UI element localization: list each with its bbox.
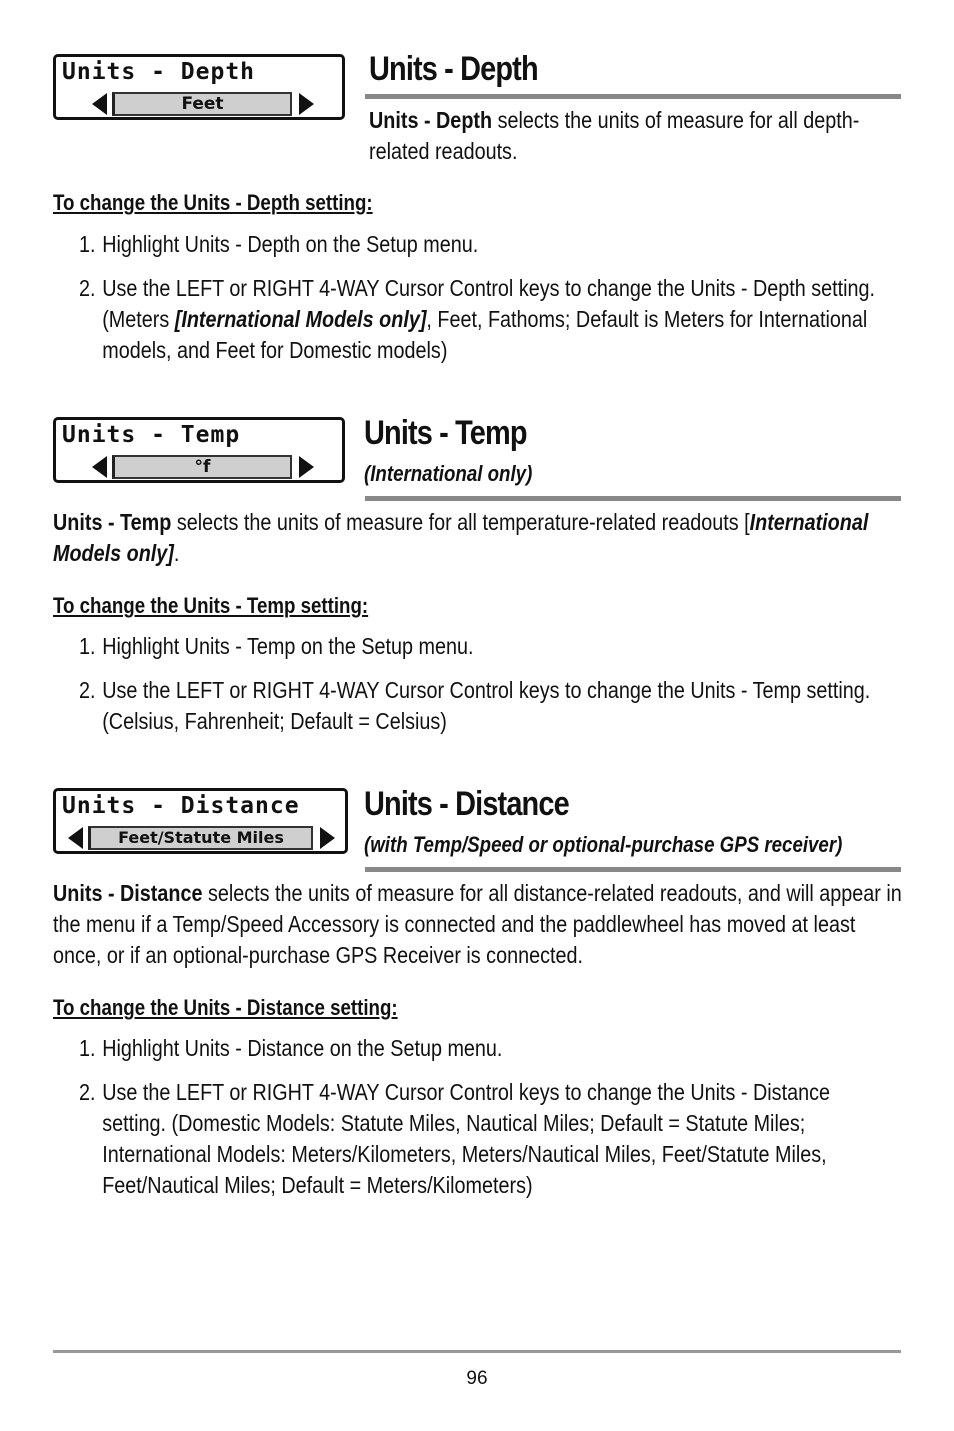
section-title: Units - Distance xyxy=(364,785,569,823)
step-text: Highlight Units - Distance on the Setup menu. xyxy=(102,1035,503,1061)
widget-value: Feet xyxy=(112,92,292,116)
widget-label: Units - Distance xyxy=(62,793,300,819)
title-rule xyxy=(365,867,901,872)
widget-value: Feet/Statute Miles xyxy=(88,826,313,850)
section-title: Units - Depth xyxy=(369,50,538,88)
step-text-cont: , Feet, Fathoms; Default is Meters for International models, and Feet for Domestic models) xyxy=(102,306,868,363)
desc-text: selects the units of measure for all temperature-related readouts [ xyxy=(171,509,750,535)
units-temp-menu-widget xyxy=(53,417,345,483)
desc-end: . xyxy=(173,540,180,566)
desc-text: selects the units of measure for all distance-related readouts, and will appear in the menu if a Temp/Speed Accessory is connected and the paddlewheel has moved at least once, or if an optional-purchase GPS Receiver is connected. xyxy=(53,880,902,968)
step-number: 2. xyxy=(79,1079,96,1105)
units-distance-menu-widget xyxy=(53,788,348,854)
step-text: Use the LEFT or RIGHT 4-WAY Cursor Control keys to change the Units - Depth setting. (Meters xyxy=(102,275,876,332)
right-arrow-icon xyxy=(299,456,314,478)
units-depth-menu-widget xyxy=(53,54,345,120)
section-description xyxy=(369,105,954,167)
right-arrow-icon xyxy=(320,827,335,849)
widget-label: Units - Depth xyxy=(62,59,256,85)
footer-rule xyxy=(53,1350,901,1353)
widget-label: Units - Temp xyxy=(62,422,241,448)
page-number: 96 xyxy=(466,1368,488,1389)
left-arrow-icon xyxy=(92,93,107,115)
step-text: Use the LEFT or RIGHT 4-WAY Cursor Control keys to change the Units - Distance setting. (Domestic Models: Statute Miles, Nautical Miles; Default = Statute Miles; International Models: Meters/Kilometers, Meters/Nautical Miles, Feet/Statute Miles, Feet/Nautical Miles; Default = Meters/Kilometers) xyxy=(102,1079,830,1198)
desc-bold-term: Units - Distance xyxy=(53,880,203,906)
section-title: Units - Temp xyxy=(364,414,527,452)
step-number: 1. xyxy=(79,231,96,257)
procedure-heading: To change the Units - Distance setting: xyxy=(53,995,398,1020)
step-text: Highlight Units - Temp on the Setup menu. xyxy=(102,633,474,659)
step-text: Highlight Units - Depth on the Setup menu. xyxy=(102,231,479,257)
left-arrow-icon xyxy=(92,456,107,478)
step-text: Use the LEFT or RIGHT 4-WAY Cursor Control keys to change the Units - Temp setting. (Celsius, Fahrenheit; Default = Celsius) xyxy=(102,677,871,734)
widget-value: °f xyxy=(112,455,292,479)
section-description xyxy=(53,878,954,971)
step-number: 2. xyxy=(79,677,96,703)
step-number: 1. xyxy=(79,1035,96,1061)
desc-bold-term: Units - Depth xyxy=(369,107,493,133)
section-subtitle: (International only) xyxy=(364,461,533,486)
step-number: 1. xyxy=(79,633,96,659)
step-emphasis: [International Models only] xyxy=(174,306,427,332)
procedure-heading: To change the Units - Depth setting: xyxy=(53,190,373,215)
procedure-heading: To change the Units - Temp setting: xyxy=(53,593,369,618)
section-description xyxy=(53,507,954,569)
desc-bold-term: Units - Temp xyxy=(53,509,172,535)
left-arrow-icon xyxy=(68,827,83,849)
right-arrow-icon xyxy=(299,93,314,115)
desc-text: selects the units of measure for all depth-related readouts. xyxy=(369,107,860,164)
desc-emphasis: International Models only] xyxy=(53,509,869,566)
title-rule xyxy=(365,496,901,501)
step-number: 2. xyxy=(79,275,96,301)
section-subtitle: (with Temp/Speed or optional-purchase GPS receiver) xyxy=(364,832,843,857)
title-rule xyxy=(365,94,901,99)
